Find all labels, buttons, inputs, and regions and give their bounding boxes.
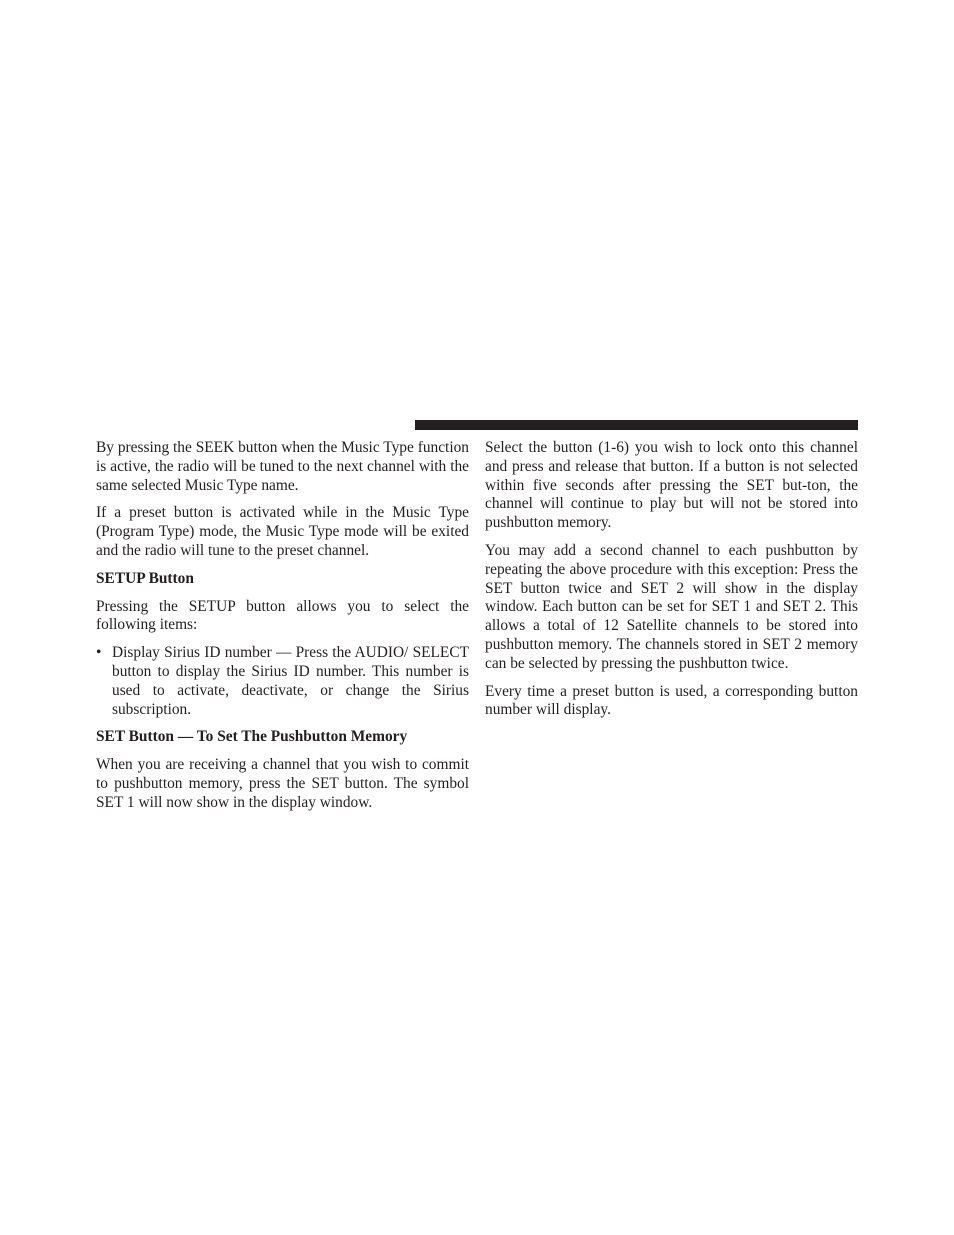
bullet-item-sirius-id — [96, 644, 469, 719]
bullet-icon: • — [96, 644, 102, 662]
set-paragraph: When you are receiving a channel that you wish to commit to pushbutton memory, press the SET button. The symbol SET 1 will now show in the display window. — [96, 756, 469, 811]
seek-paragraph: By pressing the SEEK button when the Music Type function is active, the radio will be tuned to the next channel with the same selected Music Type name. — [96, 439, 469, 494]
second-channel-paragraph: You may add a second channel to each pushbutton by repeating the above procedure with this exception: Press the SET button twice and SET 2 will show in the display window. Each button can be set for SET 1 and SET 2. This allows a total of 12 Satellite channels to be stored into pushbutton memory. The channels stored in SET 2 memory can be selected by pressing the pushbutton twice. — [485, 541, 858, 672]
right-column — [485, 439, 858, 729]
bullet-text: Display Sirius ID number — Press the AUDIO/ SELECT button to display the Sirius ID number. This number is used to activate, deactivate, or change the Sirius subscription. — [112, 644, 469, 718]
setup-button-heading: SETUP Button — [96, 569, 194, 587]
preset-paragraph: If a preset button is activated while in the Music Type (Program Type) mode, the Music Type mode will be exited and the radio will tune to the preset channel. — [96, 504, 469, 559]
set-button-heading: SET Button — To Set The Pushbutton Memory — [96, 728, 408, 746]
preset-display-paragraph: Every time a preset button is used, a corresponding button number will display. — [485, 682, 858, 719]
setup-paragraph: Pressing the SETUP button allows you to select the following items: — [96, 597, 469, 634]
header-rule-bar — [415, 420, 858, 430]
select-button-paragraph: Select the button (1-6) you wish to lock onto this channel and press and release that button. If a button is not selected within five seconds after pressing the SET but-ton, the channel will continue to play but will not be stored into pushbutton memory. — [485, 439, 858, 532]
left-column — [96, 439, 469, 822]
